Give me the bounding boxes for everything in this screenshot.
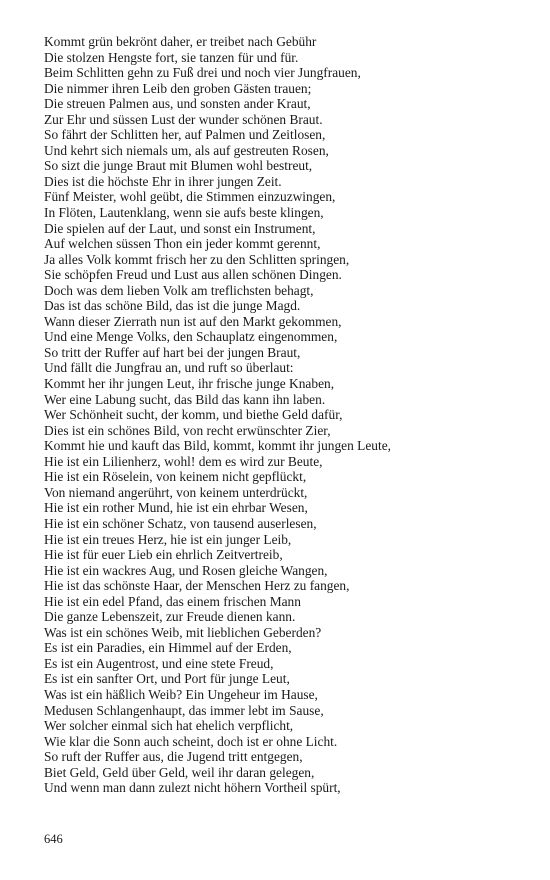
poem-line: Medusen Schlangenhaupt, das immer lebt im Sause, <box>44 702 324 718</box>
poem-line: Hie ist ein wackres Aug, und Rosen gleiche Wangen, <box>44 562 328 578</box>
poem-line: Hie ist ein Röselein, von keinem nicht gepflückt, <box>44 469 307 485</box>
poem-line: Und wenn man dann zulezt nicht höhern Vortheil spürt, <box>44 780 341 796</box>
poem-line: Die nimmer ihren Leib den groben Gästen trauen; <box>44 80 312 96</box>
poem-line: Hie ist ein treues Herz, hie ist ein junger Leib, <box>44 531 292 547</box>
poem-line: Von niemand angerührt, von keinem unterdrückt, <box>44 484 308 500</box>
poem-line: Zur Ehr und süssen Lust der wunder schönen Braut. <box>44 111 323 127</box>
poem-line: Was ist ein häßlich Weib? Ein Ungeheur im Hause, <box>44 686 318 702</box>
poem-line: Ja alles Volk kommt frisch her zu den Schlitten springen, <box>44 251 350 267</box>
poem-line: In Flöten, Lautenklang, wenn sie aufs beste klingen, <box>44 205 324 221</box>
poem-line: So tritt der Ruffer auf hart bei der jungen Braut, <box>44 344 301 360</box>
poem-line: So sizt die junge Braut mit Blumen wohl bestreut, <box>44 158 313 174</box>
poem-line: Die streuen Palmen aus, und sonsten ander Kraut, <box>44 96 311 112</box>
poem-line: Biet Geld, Geld über Geld, weil ihr daran gelegen, <box>44 764 315 780</box>
poem-line: Dies ist die höchste Ehr in ihrer jungen Zeit. <box>44 173 282 189</box>
poem-line: Hie ist ein Lilienherz, wohl! dem es wird zur Beute, <box>44 453 323 469</box>
poem-line: Dies ist ein schönes Bild, von recht erwünschter Zier, <box>44 422 331 438</box>
poem-line: Die ganze Lebenszeit, zur Freude dienen kann. <box>44 609 296 625</box>
poem-line: Und eine Menge Volks, den Schauplatz eingenommen, <box>44 329 338 345</box>
poem-line: Das ist das schöne Bild, das ist die junge Magd. <box>44 298 301 314</box>
poem-line: Und kehrt sich niemals um, als auf gestreuten Rosen, <box>44 142 329 158</box>
poem-text <box>44 34 534 796</box>
poem-line: Es ist ein sanfter Ort, und Port für junge Leut, <box>44 671 290 687</box>
poem-line: Die spielen auf der Laut, und sonst ein Instrument, <box>44 220 316 236</box>
poem-line: Kommt her ihr jungen Leut, ihr frische junge Knaben, <box>44 376 335 392</box>
poem-line: Wer solcher einmal sich hat ehelich verpflicht, <box>44 718 294 734</box>
poem-line: Auf welchen süssen Thon ein jeder kommt gerennt, <box>44 236 321 252</box>
poem-line: Sie schöpfen Freud und Lust aus allen schönen Dingen. <box>44 267 342 283</box>
poem-line: Wann dieser Zierrath nun ist auf den Markt gekommen, <box>44 313 342 329</box>
poem-line: Wie klar die Sonn auch scheint, doch ist er ohne Licht. <box>44 733 338 749</box>
poem-line: So fährt der Schlitten her, auf Palmen und Zeitlosen, <box>44 127 326 143</box>
poem-line: Hie ist ein rother Mund, hie ist ein ehrbar Wesen, <box>44 500 308 516</box>
poem-line: Hie ist ein edel Pfand, das einem frischen Mann <box>44 593 301 609</box>
poem-line: Die stolzen Hengste fort, sie tanzen für und für. <box>44 49 299 65</box>
poem-line: Doch was dem lieben Volk am treflichsten behagt, <box>44 282 314 298</box>
page-number: 646 <box>44 832 63 846</box>
poem-line: So ruft der Ruffer aus, die Jugend tritt entgegen, <box>44 749 303 765</box>
poem-line: Hie ist ein schöner Schatz, von tausend auserlesen, <box>44 515 317 531</box>
poem-line: Und fällt die Jungfrau an, und ruft so überlaut: <box>44 360 294 376</box>
poem-line: Hie ist für euer Lieb ein ehrlich Zeitvertreib, <box>44 547 283 563</box>
poem-line: Wer eine Labung sucht, das Bild das kann ihn laben. <box>44 391 326 407</box>
poem-line: Fünf Meister, wohl geübt, die Stimmen einzuzwingen, <box>44 189 336 205</box>
poem-line: Es ist ein Paradies, ein Himmel auf der Erden, <box>44 640 292 656</box>
poem-line: Was ist ein schönes Weib, mit lieblichen Geberden? <box>44 624 322 640</box>
poem-line: Hie ist das schönste Haar, der Menschen Herz zu fangen, <box>44 578 350 594</box>
poem-line: Beim Schlitten gehn zu Fuß drei und noch vier Jungfrauen, <box>44 65 361 81</box>
poem-line: Kommt grün bekrönt daher, er treibet nach Gebühr <box>44 34 317 49</box>
poem-line: Kommt hie und kauft das Bild, kommt, kommt ihr jungen Leute, <box>44 438 391 454</box>
poem-line: Wer Schönheit sucht, der komm, und biethe Geld dafür, <box>44 407 343 423</box>
poem-line: Es ist ein Augentrost, und eine stete Freud, <box>44 655 274 671</box>
